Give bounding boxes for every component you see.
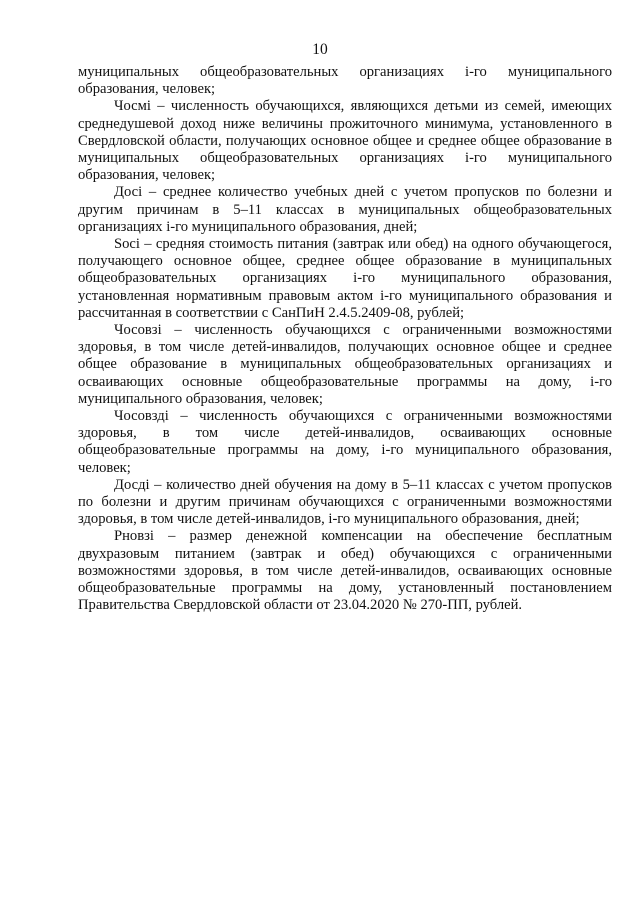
paragraph-dos-definition: Досi – среднее количество учебных дней с учетом пропусков по болезни и другим причинам в 5–11 классах в муниципальных общеобразовательных организациях i-го муниципального образования, дней;	[78, 184, 612, 235]
page-number: 10	[312, 41, 328, 58]
paragraph-sos-definition: Soci – средняя стоимость питания (завтрак или обед) на одного обучающегося, получающего основное общее, среднее общее образование в муниципальных общеобразовательных организациях i-го муниципального образования, установленная нормативным правовым актом i-го муниципального образования и рассчитанная в соответствии с СанПиН 2.4.5.2409-08, рублей;	[78, 236, 612, 321]
paragraph-continued: муниципальных общеобразовательных организациях i-го муниципального образования, человек;	[78, 64, 612, 98]
paragraph-chosm-definition: Чосмi – численность обучающихся, являющихся детьми из семей, имеющих среднедушевой доход ниже величины прожиточного минимума, установленного в Свердловской области, получающих основное общее и среднее общее образование в муниципальных общеобразовательных организациях i-го муниципального образования, человек;	[78, 98, 612, 184]
paragraph-chosovzd-definition: Чосовздi – численность обучающихся с ограниченными возможностями здоровья, в том числе детей-инвалидов, осваивающих основные общеобразовательные программы на дому, i-го муниципального образования, человек;	[78, 408, 612, 476]
paragraph-dosd-definition: Досдi – количество дней обучения на дому в 5–11 классах с учетом пропусков по болезни и другим причинам обучающихся с ограниченными возможностями здоровья, в том числе детей-инвалидов, i-го муниципального образования, дней;	[78, 476, 612, 528]
paragraph-chosovz-definition: Чосовзi – численность обучающихся с ограниченными возможностями здоровья, в том числе детей-инвалидов, получающих основное общее и среднее общее образование в муниципальных общеобразовательных организациях и осваивающих основные общеобразовательные программы на дому, i-го муниципального образования, человек;	[78, 322, 612, 407]
document-body	[78, 64, 612, 615]
paragraph-rnovz-definition: Рновзi – размер денежной компенсации на обеспечение бесплатным двухразовым питанием (завтрак и обед) обучающихся с ограниченными возможностями здоровья, в том числе детей-инвалидов, осваивающих основные общеобразовательные программы на дому, установленный постановлением Правительства Свердловской области от 23.04.2020 № 270-ПП, рублей.	[78, 528, 612, 614]
